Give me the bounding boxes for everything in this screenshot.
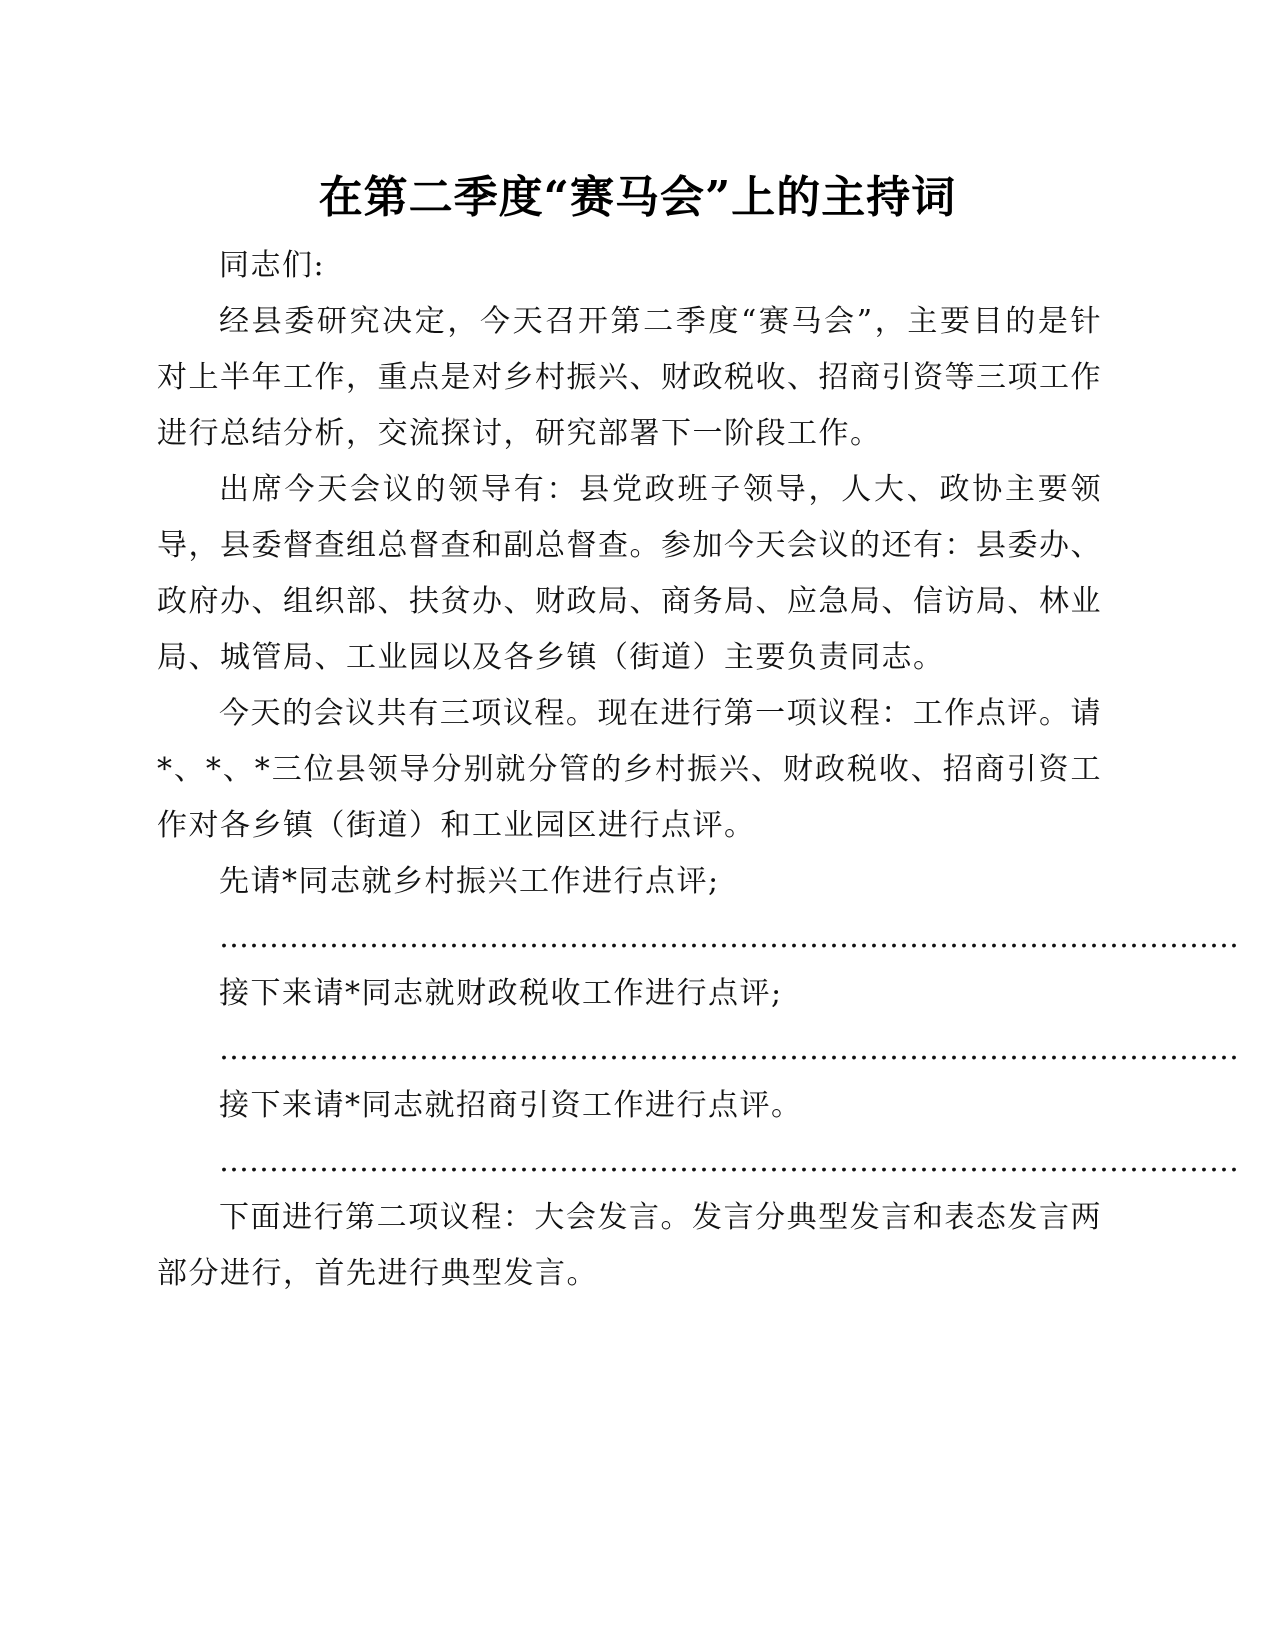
paragraph-rural-review: 先请*同志就乡村振兴工作进行点评; xyxy=(219,864,720,899)
paragraph-investment-review: 接下来请*同志就招商引资工作进行点评。 xyxy=(219,1088,803,1123)
paragraph-salutation: 同志们: xyxy=(219,248,326,283)
paragraph-finance-review: 接下来请*同志就财政税收工作进行点评; xyxy=(219,976,783,1011)
ellipsis-line: ………………………………………………………………………………………… xyxy=(219,920,1239,955)
paragraph-purpose: 经县委研究决定，今天召开第二季度“赛马会”，主要目的是针对上半年工作，重点是对乡村振兴、财政税收、招商引资等三项工作进行总结分析，交流探讨，研究部署下一阶段工作。 xyxy=(157,304,1102,451)
paragraph-attendees: 出席今天会议的领导有：县党政班子领导，人大、政协主要领导，县委督查组总督查和副总督查。参加今天会议的还有：县委办、政府办、组织部、扶贫办、财政局、商务局、应急局、信访局、林业局、城管局、工业园以及各乡镇（街道）主要负责同志。 xyxy=(157,472,1102,675)
paragraph-agenda-two: 下面进行第二项议程：大会发言。发言分典型发言和表态发言两部分进行，首先进行典型发言。 xyxy=(157,1200,1102,1291)
ellipsis-line: ………………………………………………………………………………………… xyxy=(219,1144,1239,1179)
ellipsis-line: ………………………………………………………………………………………… xyxy=(219,1032,1239,1067)
document-body xyxy=(157,238,1239,1302)
paragraph-agenda-one: 今天的会议共有三项议程。现在进行第一项议程：工作点评。请*、*、*三位县领导分别就分管的乡村振兴、财政税收、招商引资工作对各乡镇（街道）和工业园区进行点评。 xyxy=(157,696,1102,843)
document-title: 在第二季度“赛马会”上的主持词 xyxy=(318,172,957,223)
